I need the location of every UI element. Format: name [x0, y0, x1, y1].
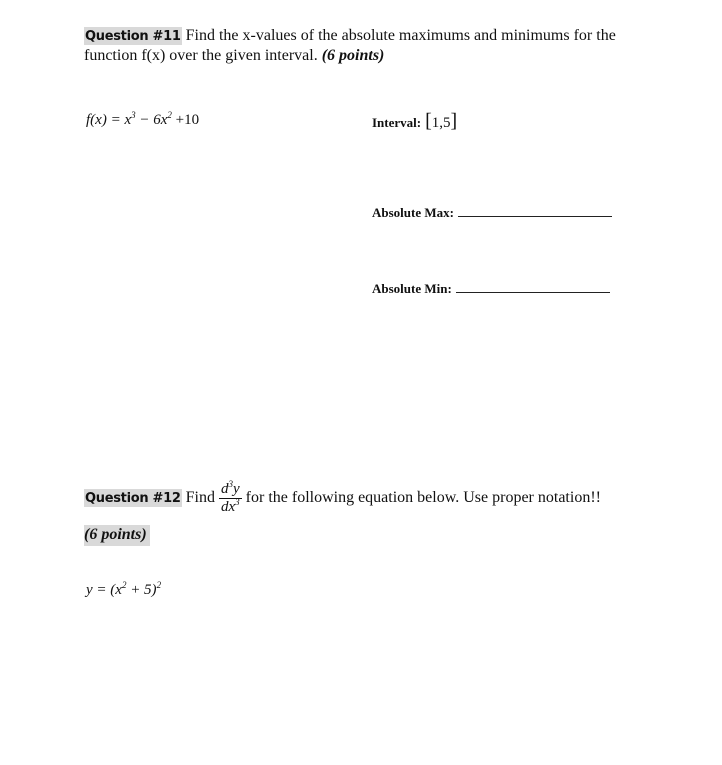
- absolute-max-answer-line[interactable]: [458, 215, 612, 217]
- absolute-max-field: [372, 204, 612, 222]
- question-12-label: Question #12: [85, 491, 181, 507]
- question-11-prompt: [84, 26, 684, 65]
- question-11-label: Question #11: [85, 29, 181, 44]
- question-11-points: (6 points): [321, 47, 385, 64]
- absolute-min-field: [372, 280, 610, 298]
- question-12-prompt: [84, 479, 704, 515]
- question-12-find: Find: [185, 489, 215, 507]
- absolute-min-answer-line[interactable]: [456, 291, 610, 293]
- interval-label: Interval:: [372, 115, 422, 130]
- absolute-max-label: Absolute Max:: [372, 205, 454, 220]
- question-12-equation: $y = (x^2 + 5)^2$: [86, 580, 162, 598]
- question-11-text-line2: function f(x) over the given interval.: [84, 47, 318, 64]
- interval: Interval: [1,5]: [372, 110, 458, 132]
- question-12-text: for the following equation below. Use proper notation!!: [245, 489, 601, 507]
- question-11-function: $f(x) = x^3 - 6x^2 +10$: [86, 110, 200, 128]
- interval-value: 1,5: [431, 115, 451, 131]
- absolute-min-label: Absolute Min:: [372, 281, 452, 296]
- question-12-points-wrap: [84, 525, 150, 546]
- question-12-points: (6 points): [84, 526, 147, 543]
- question-11-text-line1: Find the x-values of the absolute maximums and minimums for the: [185, 27, 616, 44]
- third-derivative-fraction: $\frac{d^3y}{dx^3}$: [220, 479, 240, 515]
